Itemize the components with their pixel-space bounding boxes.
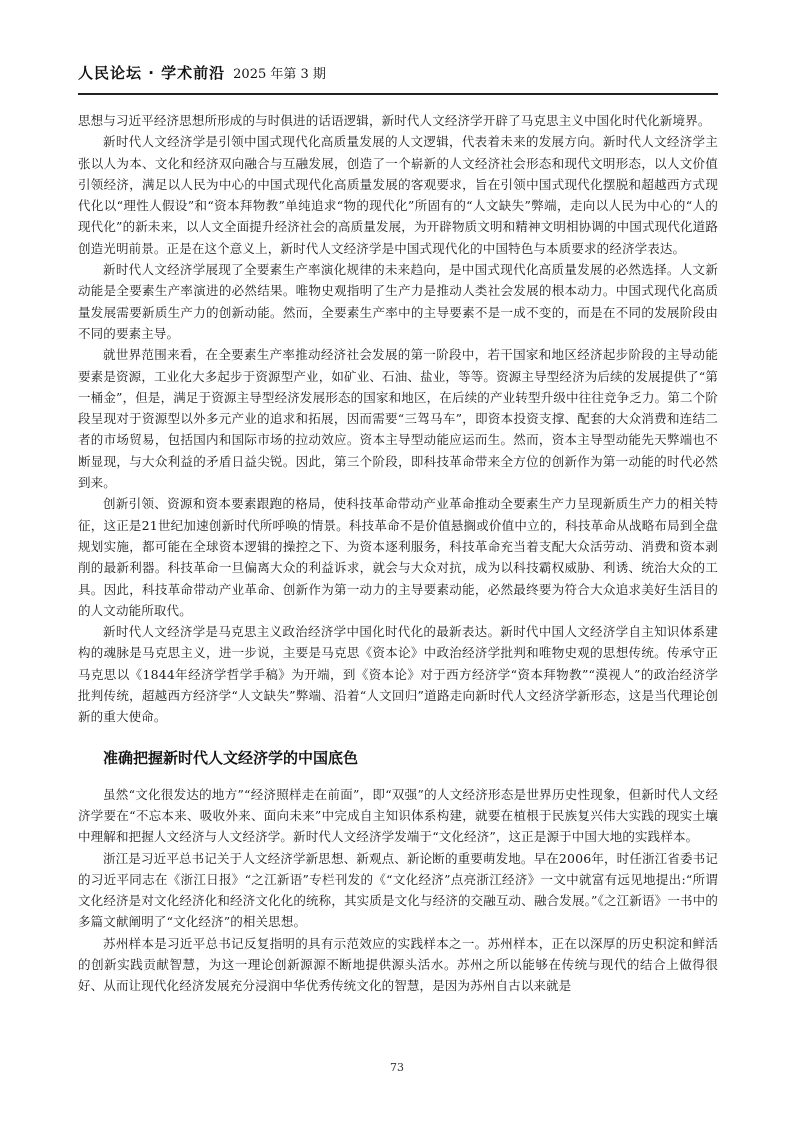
issue-label: 2025 年第 3 期 (233, 66, 326, 82)
journal-name: 人民论坛 · 学术前沿 (78, 63, 226, 82)
paragraph: 浙江是习近平总书记关于人文经济学新思想、新观点、新论断的重要萌发地。早在2006年，时任浙江省委书记的习近平同志在《浙江日报》“之江新语”专栏刊发的《“文化经济”点亮浙江经济》一文中就富有远见地提出:“所谓文化经济是对文化经济化和经济文化化的统称，其实质是文化与经济的交融互动、融合发展。”《之江新语》一书中的多篇文献阐明了“文化经济”的相关思想。 (78, 850, 718, 930)
paragraph: 就世界范围来看，在全要素生产率推动经济社会发展的第一阶段中，若干国家和地区经济起步阶段的主导动能要素是资源，工业化大多起步于资源型产业，如矿业、石油、盐业，等等。资源主导型经济为后续的发展提供了“第一桶金”，但是，满足于资源主导型经济发展形态的国家和地区，在后续的产业转型升级中往往竞争乏力。第二个阶段呈现对于资源型以外多元产业的追求和拓展，因而需要“三驾马车”，即资本投资支撑、配套的大众消费和连结二者的市场贸易，包括国内和国际市场的拉动效应。资本主导型动能应运而生。然而，资本主导型动能先天弊端也不断显现，与大众利益的矛盾日益尖锐。因此，第三个阶段，即科技革命带来全方位的创新作为第一动能的时代必然到来。 (78, 347, 718, 491)
article-body (78, 110, 718, 997)
page-number: 73 (390, 1061, 404, 1074)
paragraph: 创新引领、资源和资本要素跟跑的格局，使科技革命带动产业革命推动全要素生产力呈现新质生产力的相关特征，这正是21世纪加速创新时代所呼唤的情景。科技革命不是价值悬搁或价值中立的，科技革命从战略布局到全盘规划实施，都可能在全球资本逻辑的操控之下、为资本逐利服务，科技革命充当着支配大众活劳动、消费和资本剥削的最新利器。科技革命一旦偏离大众的利益诉求，就会与大众对抗，成为以科技霸权威胁、利诱、统治大众的工具。因此，科技革命带动产业革命、创新作为第一动力的主导要素动能，必然最终要为符合大众追求美好生活目的的人文动能所取代。 (78, 496, 718, 618)
page-header (78, 62, 718, 82)
section-heading: 准确把握新时代人文经济学的中国底色 (103, 748, 359, 767)
paragraph: 苏州样本是习近平总书记反复指明的具有示范效应的实践样本之一。苏州样本，正在以深厚的历史积淀和鲜活的创新实践贡献智慧，为这一理论创新源源不断地提供源头活水。苏州之所以能够在传统与现代的结合上做得很好、从而让现代化经济发展充分浸润中华优秀传统文化的智慧，是因为苏州自古以来就是 (78, 935, 718, 994)
paragraph: 虽然“文化很发达的地方”“经济照样走在前面”，即“双强”的人文经济形态是世界历史性现象，但新时代人文经济学要在“不忘本来、吸收外来、面向未来”中完成自主知识体系构建，就要在植根于民族复兴伟大实践的现实土壤中理解和把握人文经济与人文经济学。新时代人文经济学发端于“文化经济”，这正是源于中国大地的实践样本。 (78, 786, 718, 845)
paragraph: 新时代人文经济学展现了全要素生产率演化规律的未来趋向，是中国式现代化高质量发展的必然选择。人文新动能是全要素生产率演进的必然结果。唯物史观指明了生产力是推动人类社会发展的根本动力。中国式现代化高质量发展需要新质生产力的创新动能。然而，全要素生产率中的主导要素不是一成不变的，而是在不同的发展阶段由不同的要素主导。 (78, 262, 718, 341)
paragraph: 新时代人文经济学是马克思主义政治经济学中国化时代化的最新表达。新时代中国人文经济学自主知识体系建构的魂脉是马克思主义，进一步说，主要是马克思《资本论》中政治经济学批判和唯物史观的思想传统。传承守正马克思以《1844年经济学哲学手稿》为开端，到《资本论》对于西方经济学“资本拜物教”“漠视人”的政治经济学批判传统，超越西方经济学“人文缺失”弊端、沿着“人文回归”道路走向新时代人文经济学新形态，这是当代理论创新的重大使命。 (78, 624, 718, 725)
paragraph: 思想与习近平经济思想所形成的与时俱进的话语逻辑，新时代人文经济学开辟了马克思主义中国化时代化新境界。 (78, 113, 711, 128)
paragraph: 新时代人文经济学是引领中国式现代化高质量发展的人文逻辑，代表着未来的发展方向。新时代人文经济学主张以人为本、文化和经济双向融合与互融发展，创造了一个崭新的人文经济社会形态和现代文明形态，以人文价值引领经济，满足以人民为中心的中国式现代化高质量发展的客观要求，旨在引领中国式现代化摆脱和超越西方式现代化以“理性人假设”和“资本拜物教”单纯追求“物的现代化”所固有的“人文缺失”弊端，走向以人民为中心的“人的现代化”的新未来，以人文全面提升经济社会的高质量发展，为开辟物质文明和精神文明相协调的中国式现代化道路创造光明前景。正是在这个意义上，新时代人文经济学是中国式现代化的中国特色与本质要求的经济学表达。 (78, 134, 718, 256)
header-rule (78, 93, 718, 95)
